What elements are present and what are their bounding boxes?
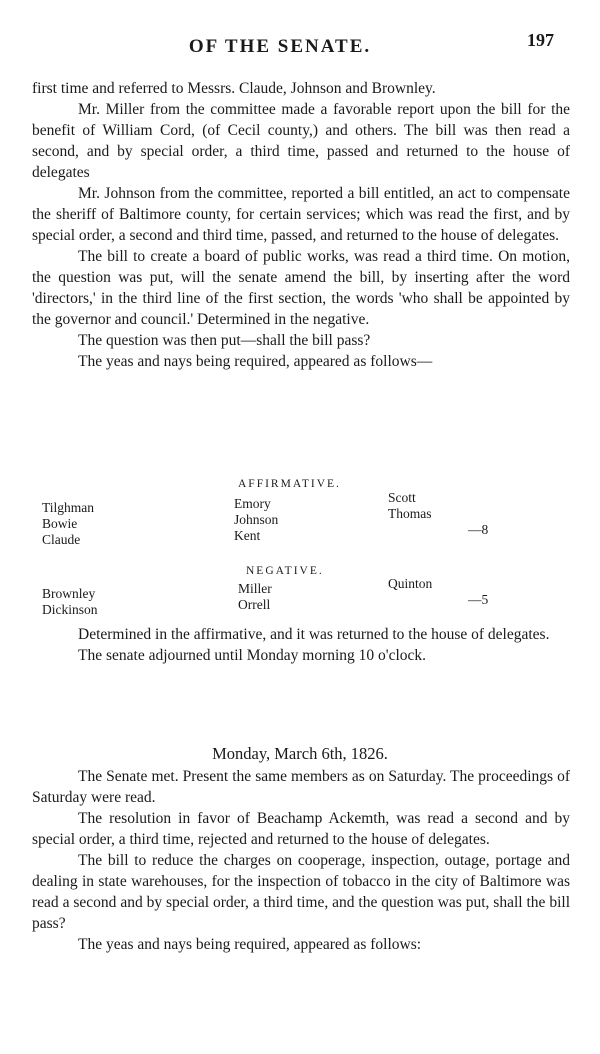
paragraph: The bill to reduce the charges on cooperage, inspection, outage, portage and dealing in state warehouses, for the inspection of tobacco in the city of Baltimore was read a second and by special order, a third time, and the question was put, shall the bill pass? [32,852,570,932]
paragraph: Mr. Miller from the committee made a favorable report upon the bill for the benefit of William Cord, (of Cecil county,) and others. The bill was then read a second, and by special order, a third time, passed and returned to the house of delegates [32,101,570,181]
paragraph: The Senate met. Present the same members as on Saturday. The proceedings of Saturday were read. [32,768,570,806]
voter-name: Claude [42,532,81,547]
paragraph: The bill to create a board of public works, was read a third time. On motion, the question was put, will the senate amend the bill, by inserting after the word 'directors,' in the third line of the first section, the words 'who shall be appointed by the governor and council.' Determined in the negative. [32,248,570,328]
paragraph: The yeas and nays being required, appeared as follows— [78,353,433,370]
running-head: OF THE SENATE. [188,36,372,57]
paragraph: The resolution in favor of Beachamp Ackemth, was read a second and by special order, a third time, rejected and returned to the house of delegates. [32,810,570,848]
page-number: 197 [527,30,554,50]
voter-name: Orrell [238,597,271,612]
voter-name: Miller [238,581,272,596]
paragraph: The question was then put—shall the bill pass? [78,332,371,349]
vote-count: —8 [468,522,489,537]
vote-count: —5 [468,592,489,607]
top-text-block [32,78,570,372]
voter-name: Dickinson [42,602,98,617]
bottom-text-block [32,766,570,955]
voter-name: Emory [234,496,271,511]
voter-name: Kent [234,528,261,543]
voter-name: Bowie [42,516,78,531]
voter-name: Thomas [388,506,432,521]
paragraph: The yeas and nays being required, appeared as follows: [78,936,422,953]
date-heading: Monday, March 6th, 1826. [212,744,388,763]
voter-name: Scott [388,490,416,505]
voter-name: Brownley [42,586,96,601]
paragraph: Determined in the affirmative, and it was returned to the house of delegates. [78,626,550,643]
voter-name: Quinton [388,576,433,591]
paragraph: The senate adjourned until Monday morning 10 o'clock. [78,647,427,664]
negative-heading: NEGATIVE. [246,565,324,577]
page-header [0,30,600,60]
paragraph: first time and referred to Messrs. Claude, Johnson and Brownley. [32,80,436,97]
paragraph: Mr. Johnson from the committee, reported a bill entitled, an act to compensate the sheriff of Baltimore county, for certain services; which was read the first, and by special order, a second and third time, passed, and returned to the house of delegates. [32,185,570,244]
voter-name: Johnson [234,512,279,527]
middle-text-block [32,624,570,666]
voter-name: Tilghman [42,500,95,515]
affirmative-heading: AFFIRMATIVE. [238,478,341,490]
